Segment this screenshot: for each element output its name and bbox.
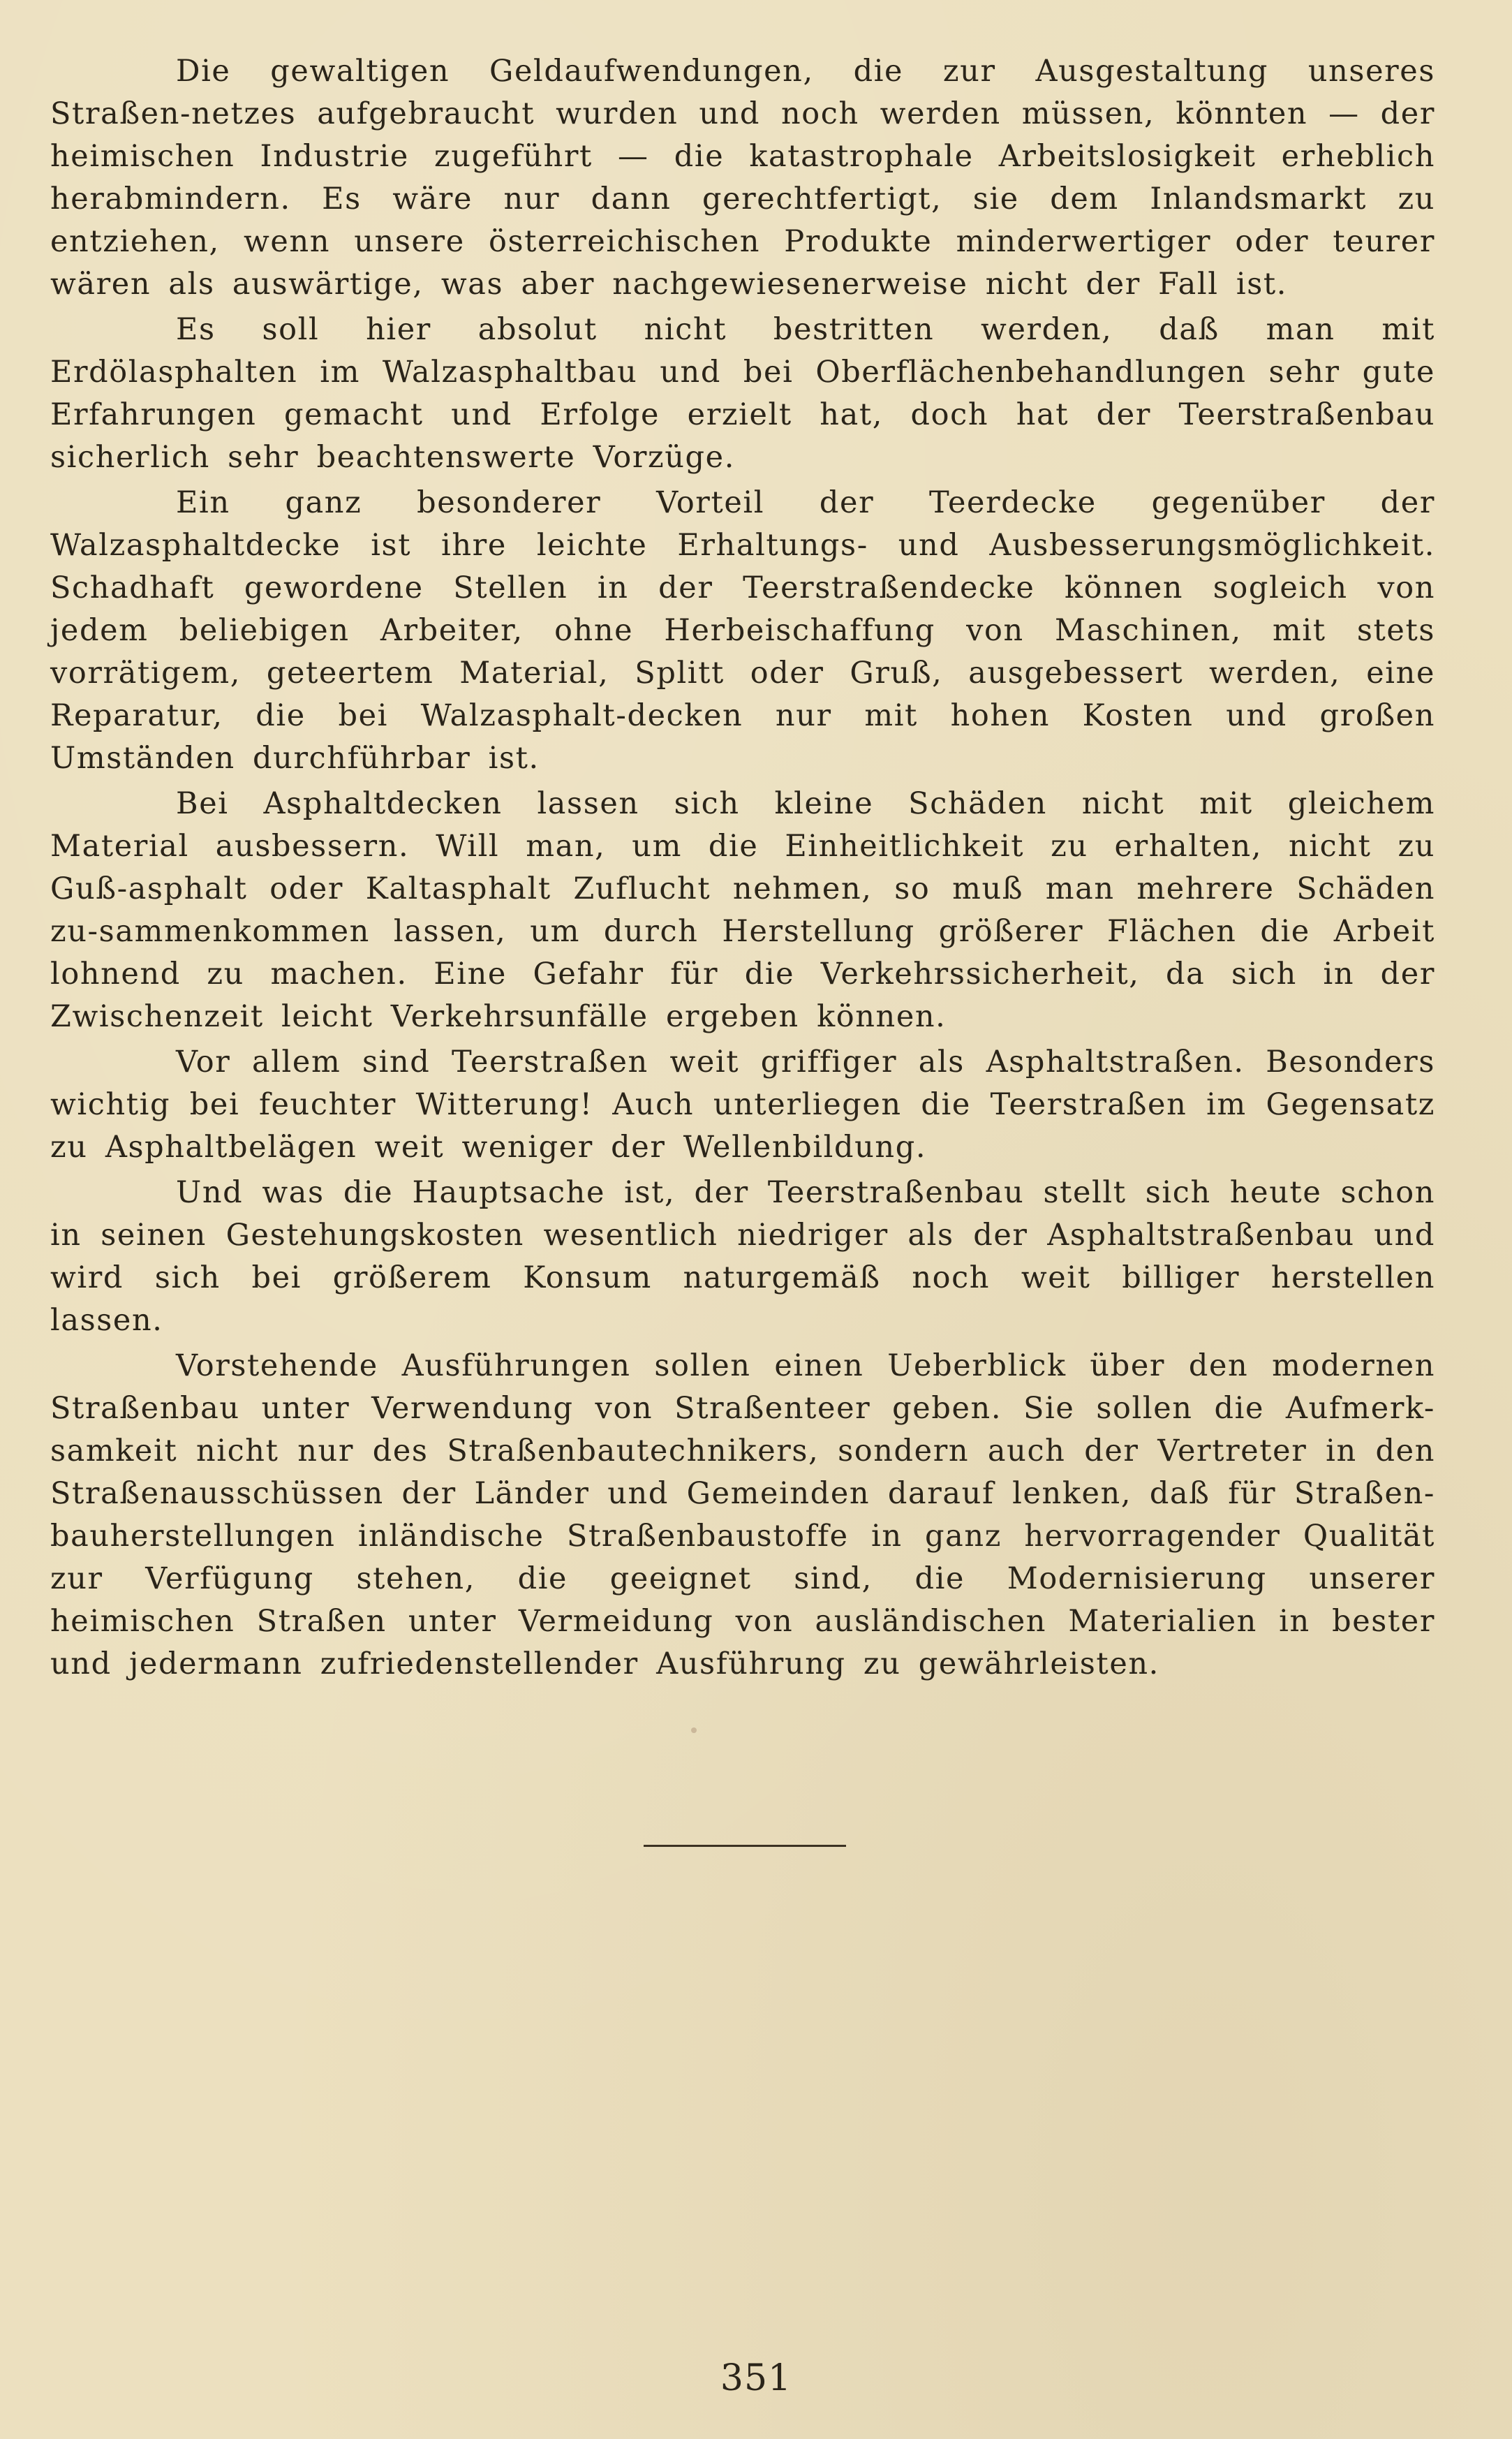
paragraph-4: Bei Asphaltdecken lassen sich kleine Schäden nicht mit gleichem Material ausbessern. Will man, um die Einheitlichkeit zu erhalten, nicht zu Guß-asphalt oder Kaltasphalt Zuflucht nehmen, so muß man mehrere Schäden zu-sammenkommen lassen, um durch Herstellung größerer Flächen die Arbeit lohnend zu machen. Eine Gefahr für die Verkehrssicherheit, da sich in der Zwischenzeit leicht Verkehrsunfälle ergeben können. (50, 786, 1435, 1034)
paragraph-6: Und was die Hauptsache ist, der Teerstraßenbau stellt sich heute schon in seinen Gestehungskosten wesentlich niedriger als der Asphaltstraßenbau und wird sich bei größerem Konsum naturgemäß noch weit billiger herstellen lassen. (50, 1175, 1435, 1338)
paragraph-5: Vor allem sind Teerstraßen weit griffiger als Asphaltstraßen. Besonders wichtig bei feuchter Witterung! Auch unterliegen die Teerstraßen im Gegensatz zu Asphaltbelägen weit weniger der Wellenbildung. (50, 1045, 1435, 1165)
body-text (50, 50, 1435, 1688)
paragraph-7: Vorstehende Ausführungen sollen einen Ueberblick über den modernen Straßenbau unter Verwendung von Straßenteer geben. Sie sollen die Aufmerk-samkeit nicht nur des Straßenbautechnikers, sondern auch der Vertreter in den Straßenausschüssen der Länder und Gemeinden darauf lenken, daß für Straßen-bauherstellungen inländische Straßenbaustoffe in ganz hervorragender Qualität zur Verfügung stehen, die geeignet sind, die Modernisierung unserer heimischen Straßen unter Vermeidung von ausländischen Materialien in bester und jedermann zufriedenstellender Ausführung zu gewährleisten. (50, 1348, 1435, 1681)
page-number: 351 (720, 2357, 792, 2399)
paragraph-1: Die gewaltigen Geldaufwendungen, die zur Ausgestaltung unseres Straßen-netzes aufgebraucht wurden und noch werden müssen, könnten — der heimischen Industrie zugeführt — die katastrophale Arbeitslosigkeit erheblich herabmindern. Es wäre nur dann gerechtfertigt, sie dem Inlandsmarkt zu entziehen, wenn unsere österreichischen Produkte minderwertiger oder teurer wären als auswärtige, was aber nachgewiesenerweise nicht der Fall ist. (50, 54, 1435, 302)
paragraph-3: Ein ganz besonderer Vorteil der Teerdecke gegenüber der Walzasphaltdecke ist ihre leichte Erhaltungs- und Ausbesserungsmöglichkeit. Schadhaft gewordene Stellen in der Teerstraßendecke können sogleich von jedem beliebigen Arbeiter, ohne Herbeischaffung von Maschinen, mit stets vorrätigem, geteertem Material, Splitt oder Gruß, ausgebessert werden, eine Reparatur, die bei Walzasphalt-decken nur mit hohen Kosten und großen Umständen durchführbar ist. (50, 485, 1435, 776)
paragraph-2: Es soll hier absolut nicht bestritten werden, daß man mit Erdölasphalten im Walzasphaltbau und bei Oberflächenbehandlungen sehr gute Erfahrungen gemacht und Erfolge erzielt hat, doch hat der Teerstraßenbau sicherlich sehr beachtenswerte Vorzüge. (50, 312, 1435, 475)
section-divider (644, 1845, 846, 1847)
paper-speck (691, 1727, 697, 1733)
